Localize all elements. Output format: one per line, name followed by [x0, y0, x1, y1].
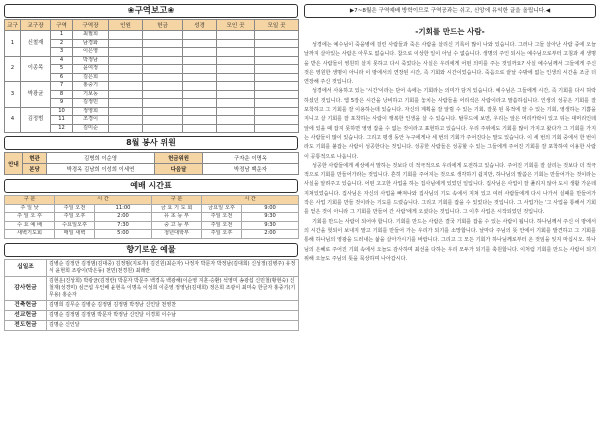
bible-cell[interactable] [183, 90, 217, 99]
service-name: 수 요 예 배 [5, 221, 55, 230]
count-cell[interactable] [109, 82, 143, 91]
offering-category: 십일조 [5, 259, 47, 276]
table-row [5, 221, 299, 230]
district-leader: 김은희 [73, 73, 109, 82]
offering-cell[interactable] [143, 124, 183, 133]
count-cell[interactable] [109, 116, 143, 125]
meet-at-cell[interactable] [255, 31, 299, 40]
service-time: 11:00 [95, 204, 152, 213]
meet-at-cell[interactable] [255, 90, 299, 99]
district-leader: 기보동 [73, 90, 109, 99]
service-key: 본당 [23, 164, 47, 175]
offering-table [4, 259, 299, 331]
count-cell[interactable] [109, 124, 143, 133]
table-row [5, 276, 299, 300]
offering-names: 김현운(진상희) 박광균(김정란) 박문자 박문주 백경옥 백광해(이순영 지훈·승환) 석영미 송광섭 신민철(황현숙) 신철재(성경미) 심근섭 우인배 윤현옥 이명옥 이성희 이준영 정영남(김대희) 정은희 조광이 최미숙 한금자 홍중기(기무용) 홍순자 [47, 276, 299, 300]
offering-names: 김병순 김정만 김정범(김대중) 김정범(지로추) 김진원(최순자) 나정자 박문자 박정남(김대희) 신성정(김병주) 유정식 윤현희 조광이(박은동) 천민(천경원) 최레란 [47, 259, 299, 276]
district-number: 8 [51, 90, 73, 99]
meet-at-cell[interactable] [255, 39, 299, 48]
table-row [5, 31, 299, 40]
sermon-body [304, 41, 596, 264]
district-leader: 박정남 [73, 56, 109, 65]
table-row [5, 56, 299, 65]
district-number: 7 [51, 82, 73, 91]
offering-category: 전도헌금 [5, 320, 47, 330]
meet-at-cell[interactable] [255, 124, 299, 133]
sermon-paragraph: 성경에서 사용하고 있는 '시간'이라는 단어 속에는 기회라는 의미가 담겨 있습니다. 예수님은 그들에게 시간, 즉 기회를 다시 허락하셨던 것입니다. 엡 5장은 시간을 낭비하고 기회를 놓치는 사람들을 어리석은 사람이라고 말씀하십니다. 인생의 성공은 기회를 잘 포착하고 그 기회를 잘 이용하는데 있습니다. 자신의 계획을 잘 알릴 수 있는 기회, 잘못 된 목적에 잘 수 있는 기회, 영생하는 기쁨을 지니고 살 기회를 잘 포착하는 사람이 행복한 인생을 살 수 있습니다. 탈무드에 보면, 우리는 앞은 머리카락이 있고 뒤는 대머리인데 앞에 있을 때 잡지 못하면 영영 잡을 수 없는 것이라고 표현하고 있습니다. 우리 주위에도 기회를 많이 가지고 왔다가 그 기회를 가지는 사람들이 많이 있습니다. 그리고 평생 동안 누구에게나 세 번의 기회가 주어진다는 말도 있습니다. 이 세 번의 기회 중에서 한 번이라도 기회를 붙잡는 사람이 성공한다는 것입니다. 성공한 사람들은 성공할 수 있는 그들에게 주어진 기회를 잘 포착하여 이용한 사람이 공통적으로 나옵니다. [304, 88, 596, 160]
district-number: 11 [51, 116, 73, 125]
count-cell[interactable] [109, 107, 143, 116]
header-parish: 교구 [5, 20, 21, 31]
table-row [5, 82, 299, 91]
service-value: 박정남 백운자 [203, 164, 299, 175]
bible-cell[interactable] [183, 73, 217, 82]
header-time: 시 간 [55, 196, 152, 205]
service-table [4, 152, 299, 175]
bible-cell[interactable] [183, 124, 217, 133]
offering-cell[interactable] [143, 90, 183, 99]
parish-leader: 이종목 [21, 56, 51, 82]
right-column [304, 4, 596, 420]
parish-leader: 박광균 [21, 82, 51, 108]
meet-at-cell[interactable] [255, 48, 299, 57]
met-at-cell[interactable] [217, 116, 255, 125]
header-district-leader: 구역장 [73, 20, 109, 31]
count-cell[interactable] [109, 39, 143, 48]
service-name: 새벽기도회 [5, 230, 55, 239]
bible-cell[interactable] [183, 48, 217, 57]
count-cell[interactable] [109, 90, 143, 99]
count-cell[interactable] [109, 65, 143, 74]
service-key: 다음달 [155, 164, 203, 175]
service-time: 9:30 [242, 213, 299, 222]
header-bible: 성경 [183, 20, 217, 31]
service-label: 안내 [5, 153, 23, 175]
district-number: 10 [51, 107, 73, 116]
count-cell[interactable] [109, 48, 143, 57]
district-number: 4 [51, 56, 73, 65]
parish-leader: 김정범 [21, 107, 51, 133]
service-name: 주 일 오 후 [5, 213, 55, 222]
bible-cell[interactable] [183, 82, 217, 91]
table-row [5, 230, 299, 239]
service-day: 주일 오후 [55, 213, 95, 222]
district-number: 1 [51, 31, 73, 40]
district-leader: 김미순 [73, 124, 109, 133]
met-at-cell[interactable] [217, 73, 255, 82]
parish-number: 3 [5, 82, 21, 108]
count-cell[interactable] [109, 99, 143, 108]
service-key: 헌금위원 [155, 153, 203, 164]
service-day: 수요일오후 [55, 221, 95, 230]
table-row [5, 164, 299, 175]
header-type: 구 분 [152, 196, 202, 205]
service-day: 주일 오후 [202, 230, 242, 239]
meet-at-cell[interactable] [255, 73, 299, 82]
district-leader: 조경이 [73, 116, 109, 125]
district-leader: 정영희 [73, 107, 109, 116]
district-leader: 홍중기 [73, 82, 109, 91]
met-at-cell[interactable] [217, 124, 255, 133]
bible-cell[interactable] [183, 65, 217, 74]
met-at-cell[interactable] [217, 107, 255, 116]
offering-cell[interactable] [143, 39, 183, 48]
service-time: 9:30 [242, 221, 299, 230]
district-leader: 윤여정 [73, 65, 109, 74]
table-row [5, 153, 299, 164]
header-parish-leader: 교구장 [21, 20, 51, 31]
service-day: 매일 새벽 [55, 230, 95, 239]
service-name: 주 일 낮 [5, 204, 55, 213]
service-time: 2:00 [242, 230, 299, 239]
bible-cell[interactable] [183, 31, 217, 40]
offering-cell[interactable] [143, 82, 183, 91]
met-at-cell[interactable] [217, 99, 255, 108]
service-day: 주일 오전 [202, 213, 242, 222]
offering-cell[interactable] [143, 116, 183, 125]
met-at-cell[interactable] [217, 56, 255, 65]
left-column [4, 4, 298, 420]
offering-category: 선교헌금 [5, 310, 47, 320]
district-number: 9 [51, 99, 73, 108]
schedule-title: 예배 시간표 [4, 179, 298, 193]
header-met-at: 모인 곳 [217, 20, 255, 31]
bible-cell[interactable] [183, 116, 217, 125]
sermon-paragraph: 성공한 사람들에게 세상에서 말하는 것보다 더 적극적으로 우리에게 도전하고 있습니다. 주어진 기회를 잘 살리는 것보다 더 적극적으로 기회를 만들어가라는 것입니다. 흔히 기회를 주어지는 것으로 생각하기 쉽지만, 하나님의 말씀은 기회는 만들어가는 것이라는 사실을 알려주고 있습니다. 어떤 고고한 사업을 하는 집사님에게 있었던 일입니다. 집사님은 사업이 잘 풀리지 않아 도시 생활 가운데 지쳐있었습니다. 집사님은 자신의 사업을 빠져나와 집사님의 기도 속에서 지쳐 있고 여러 사람들에게 다시 나가서 실패를 만들어가 작은 사업 기회를 만들 것이라는 기도를 드렸습니다. 그리고 기회를 잡을 수 있었다는 것입니다. 그 사업가는 '그 사업을 통해서 기회를 얻은 것이 아니라 그 기회를 만들어 간 사람'에게 오셨다는 것입니다. 그 이후 사업은 시작되었던 것입니다. [304, 162, 596, 216]
schedule-header-row [5, 196, 299, 205]
bible-cell[interactable] [183, 107, 217, 116]
header-type: 구 분 [5, 196, 55, 205]
district-number: 12 [51, 124, 73, 133]
offering-category: 감사헌금 [5, 276, 47, 300]
service-name: 중 고 등 부 [152, 221, 202, 230]
meet-at-cell[interactable] [255, 65, 299, 74]
offering-cell[interactable] [143, 99, 183, 108]
meet-at-cell[interactable] [255, 56, 299, 65]
table-row [5, 259, 299, 276]
header-time: 시 간 [202, 196, 299, 205]
header-district: 구역 [51, 20, 73, 31]
meet-at-cell[interactable] [255, 82, 299, 91]
table-row [5, 320, 299, 330]
service-name: 금 요 기 도 회 [152, 204, 202, 213]
count-cell[interactable] [109, 31, 143, 40]
service-day: 금요일 오후 [202, 204, 242, 213]
service-value: 김병희 이순영 [47, 153, 155, 164]
met-at-cell[interactable] [217, 31, 255, 40]
offering-title: 향기로운 예물 [4, 243, 298, 257]
sermon-paragraph: 기회를 만드는 사람이 되어야 합니다. 기회를 만드는 사람은 결국 기회를 잡을 수 있는 사람이 됩니다. 하나님께서 주신 이 땅에서의 시간을 헛되이 보내지 말고 기회를 만들어 가는 우리가 되기를 소망합니다. 날마다 주님의 뜻 안에서 기회를 발견하고 그 기회를 통해 하나님의 영광을 드러내는 삶을 살아가시기를 바랍니다. 그리고 그 모든 기회가 하나님께로부터 온 것임을 잊지 마십시오. 하나님의 은혜로 주어진 기회 속에서 오늘도 감사하며 최선을 다하는 우리 모두가 되기를 축원합니다. 이처럼 기회를 만드는 사람이 되기 위해 오늘도 주님의 뜻을 묵상하며 나아갑시다. [304, 218, 596, 262]
report-header-row [5, 20, 299, 31]
offering-names: 김명순 김정범 김정범 박문자 박정남 신인달 이경희 이수남 [47, 310, 299, 320]
meet-at-cell[interactable] [255, 99, 299, 108]
offering-cell[interactable] [143, 73, 183, 82]
district-leader: 최필희 [73, 31, 109, 40]
report-title: ❀구역보고❀ [4, 4, 298, 18]
table-row [5, 107, 299, 116]
meet-at-cell[interactable] [255, 116, 299, 125]
table-row [5, 204, 299, 213]
service-title: 8월 봉사 위원 [4, 136, 298, 150]
district-leader: 김정민 [73, 99, 109, 108]
offering-names: 김명순 신인달 [47, 320, 299, 330]
service-value: 박경옥 김남희 이성희 이세연 [47, 164, 155, 175]
service-time: 7:30 [95, 221, 152, 230]
sermon-paragraph: 성경에는 예수님이 죽을병에 걸린 사람들과 죽은 사람을 살리신 기록이 많이 나와 있습니다. 그러나 그들 살아난 사람 중에 오늘날까지 살아있는 사람은 아무도 없습니다. 참으로 이상한 일이 아닐 수 없습니다. 생명의 주인 되시는 예수님으로부터 고침과 새 생명을 받은 사람들이 영원히 살지 못하고 다시 죽었다는 사실은 우리에게 어떤 의미를 주는 것일까요? 사실 예수님께서 그들에게 주신 것은 영원한 생명이 아니라 이 땅에서의 연장된 시간, 즉 기회와 시간이었습니다. 죽음으로 끝날 수밖에 없는 인생의 시간을 조금 더 연장해 주신 것입니다. [304, 42, 596, 86]
service-time: 5:00 [95, 230, 152, 239]
meet-at-cell[interactable] [255, 107, 299, 116]
service-value: 구자운 이명옥 [203, 153, 299, 164]
header-meet-at: 모일 곳 [255, 20, 299, 31]
service-key: 현관 [23, 153, 47, 164]
district-leader: 이은영 [73, 48, 109, 57]
offering-names: 김명희 김무순 김병순 김정범 김정범 박정남 신인달 천영찬 [47, 300, 299, 310]
offering-cell[interactable] [143, 31, 183, 40]
count-cell[interactable] [109, 56, 143, 65]
offering-category: 건축헌금 [5, 300, 47, 310]
offering-cell[interactable] [143, 48, 183, 57]
district-leader: 남경화 [73, 39, 109, 48]
sermon-title: -기회를 만드는 사람- [415, 27, 485, 36]
district-number: 2 [51, 39, 73, 48]
offering-cell[interactable] [143, 56, 183, 65]
service-time: 2:00 [95, 213, 152, 222]
parish-number: 4 [5, 107, 21, 133]
met-at-cell[interactable] [217, 39, 255, 48]
district-report-table [4, 19, 299, 133]
district-number: 6 [51, 73, 73, 82]
bible-cell[interactable] [183, 39, 217, 48]
notice-banner: ▶7~8월은 구역예배 방학이므로 구역공과는 쉬고, 신앙에 유익한 글을 올립니다.◀ [304, 4, 596, 18]
service-day: 주일 오전 [55, 204, 95, 213]
header-count: 인원 [109, 20, 143, 31]
service-name: 청년대학부 [152, 230, 202, 239]
district-number: 5 [51, 65, 73, 74]
bible-cell[interactable] [183, 99, 217, 108]
met-at-cell[interactable] [217, 48, 255, 57]
table-row [5, 300, 299, 310]
schedule-table [4, 195, 299, 239]
offering-cell[interactable] [143, 65, 183, 74]
met-at-cell[interactable] [217, 82, 255, 91]
table-row [5, 310, 299, 320]
district-number: 3 [51, 48, 73, 57]
service-day: 주일 오전 [202, 221, 242, 230]
met-at-cell[interactable] [217, 65, 255, 74]
parish-leader: 신철재 [21, 31, 51, 57]
met-at-cell[interactable] [217, 90, 255, 99]
parish-number: 2 [5, 56, 21, 82]
count-cell[interactable] [109, 73, 143, 82]
header-offering: 헌금 [143, 20, 183, 31]
bible-cell[interactable] [183, 56, 217, 65]
service-time: 9:00 [242, 204, 299, 213]
table-row [5, 213, 299, 222]
service-name: 유 초 등 부 [152, 213, 202, 222]
parish-number: 1 [5, 31, 21, 57]
offering-cell[interactable] [143, 107, 183, 116]
